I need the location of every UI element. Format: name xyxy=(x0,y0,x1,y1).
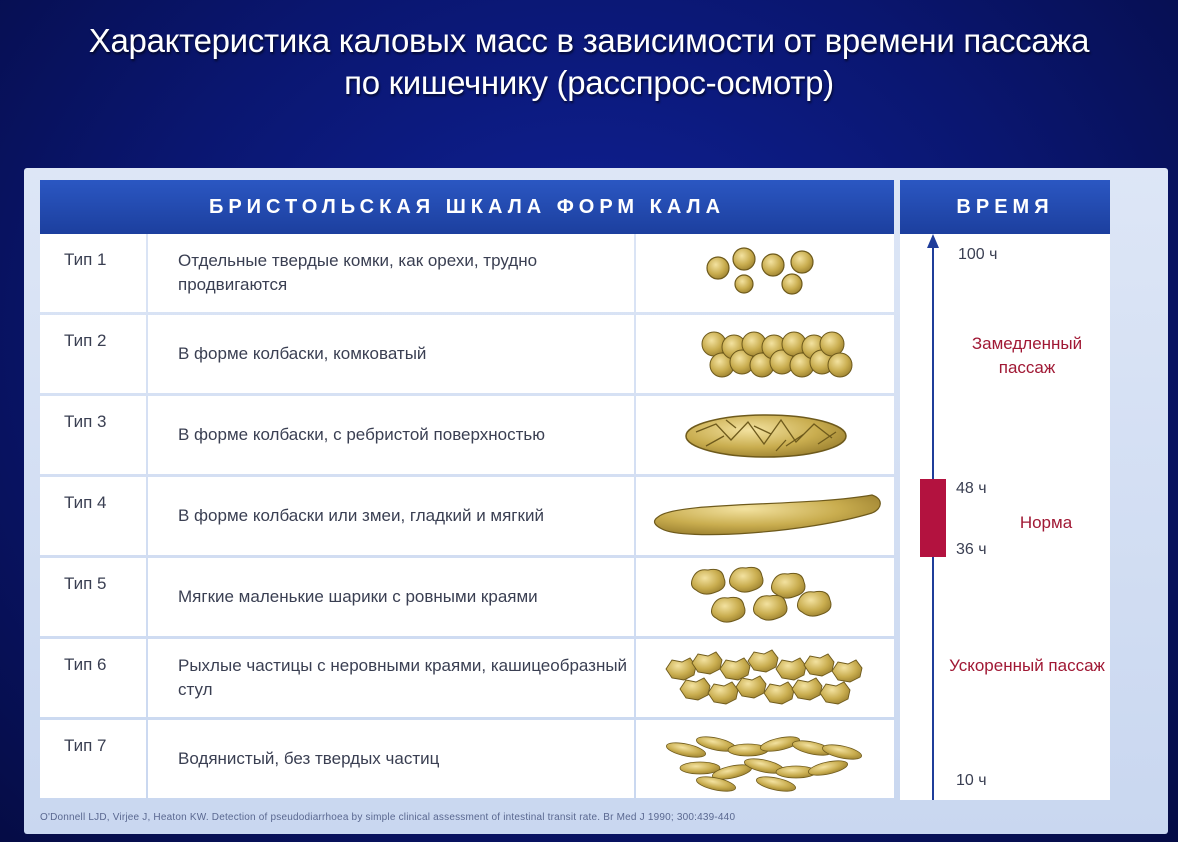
stool-illustration xyxy=(636,639,894,717)
lump xyxy=(791,251,813,273)
norm-bar xyxy=(920,479,946,557)
type-description-text: В форме колбаски, с ребристой поверхностью xyxy=(178,425,545,444)
stool-illustration xyxy=(636,315,894,393)
time-axis-arrow-icon xyxy=(927,234,939,248)
type-label: Тип 4 xyxy=(40,477,146,555)
table-row xyxy=(40,639,894,719)
snake xyxy=(655,495,881,535)
type-label: Тип 3 xyxy=(40,396,146,474)
piece xyxy=(792,678,822,700)
separate-lumps-icon xyxy=(636,234,894,312)
type-description-text: В форме колбаски или змеи, гладкий и мягкий xyxy=(178,506,544,525)
type-label: Тип 2 xyxy=(40,315,146,393)
type-label: Тип 1 xyxy=(40,234,146,312)
type-description-text: Рыхлые частицы с неровными краями, кашицеобразный стул xyxy=(178,656,628,699)
stool-illustration xyxy=(636,477,894,555)
time-label-100: 100 ч xyxy=(958,246,998,263)
table-row xyxy=(40,396,894,476)
fragment xyxy=(680,762,720,774)
blob xyxy=(754,595,788,620)
type-description xyxy=(148,396,634,474)
lump xyxy=(820,332,844,356)
type-description-text: В форме колбаски, комковатый xyxy=(178,344,427,363)
piece xyxy=(736,676,766,698)
piece xyxy=(820,682,850,704)
blob xyxy=(730,567,764,592)
type-description xyxy=(148,639,634,717)
stool-illustration xyxy=(636,720,894,798)
table-row xyxy=(40,558,894,638)
lump xyxy=(782,274,802,294)
slide-title xyxy=(0,20,1178,104)
fragment xyxy=(821,742,863,762)
piece xyxy=(748,650,778,672)
type-label: Тип 6 xyxy=(40,639,146,717)
type-label: Тип 7 xyxy=(40,720,146,798)
blob xyxy=(692,569,726,594)
piece xyxy=(708,682,738,704)
piece xyxy=(764,682,794,704)
table-row xyxy=(40,315,894,395)
type-description-text: Мягкие маленькие шарики с ровными краями xyxy=(178,587,538,606)
time-label-48: 48 ч xyxy=(956,480,987,497)
piece xyxy=(666,658,696,680)
zone-norm: Норма xyxy=(1019,513,1073,532)
lumpy-sausage-icon xyxy=(636,315,894,393)
time-label-10: 10 ч xyxy=(956,772,987,789)
cracked-sausage-icon xyxy=(636,396,894,474)
piece xyxy=(804,654,834,676)
piece xyxy=(720,658,750,680)
lump xyxy=(762,254,784,276)
time-column xyxy=(900,234,1110,800)
lump xyxy=(733,248,755,270)
lump xyxy=(735,275,753,293)
title-line-2: по кишечнику (расспрос-осмотр) xyxy=(344,64,834,101)
blob xyxy=(772,573,806,598)
time-header: ВРЕМЯ xyxy=(900,180,1110,234)
type-description xyxy=(148,234,634,312)
stool-illustration xyxy=(636,396,894,474)
table-row xyxy=(40,234,894,314)
mushy-pieces-icon xyxy=(636,639,894,717)
smooth-snake-icon xyxy=(636,477,894,555)
piece xyxy=(680,678,710,700)
blob xyxy=(798,591,832,616)
type-description xyxy=(148,477,634,555)
soft-blobs-icon xyxy=(636,558,894,636)
lump xyxy=(828,353,852,377)
lump xyxy=(707,257,729,279)
sausage xyxy=(686,415,846,457)
table-row xyxy=(40,477,894,557)
zone-slow: Замедленный пассаж xyxy=(971,334,1083,377)
type-description-text: Отдельные твердые комки, как орехи, трудно продвигаются xyxy=(178,251,538,294)
type-description xyxy=(148,558,634,636)
stool-illustration xyxy=(636,234,894,312)
stool-illustration xyxy=(636,558,894,636)
type-description xyxy=(148,315,634,393)
piece xyxy=(776,658,806,680)
type-label: Тип 5 xyxy=(40,558,146,636)
table-row xyxy=(40,720,894,800)
watery-icon xyxy=(636,720,894,798)
piece xyxy=(832,660,862,682)
type-description xyxy=(148,720,634,798)
blob xyxy=(712,597,746,622)
type-description-text: Водянистый, без твердых частиц xyxy=(178,749,440,768)
time-label-36: 36 ч xyxy=(956,541,987,558)
fragment xyxy=(807,758,849,778)
scale-header: БРИСТОЛЬСКАЯ ШКАЛА ФОРМ КАЛА xyxy=(40,180,894,234)
piece xyxy=(692,652,722,674)
citation: O'Donnell LJD, Virjee J, Heaton KW. Detection of pseudodiarrhoea by simple clinical assessment of intestinal transit rate. Br Med J 1990; 300:439-440 xyxy=(40,812,736,823)
zone-fast: Ускоренный пассаж xyxy=(949,656,1105,675)
title-line-1: Характеристика каловых масс в зависимости от времени пассажа xyxy=(88,22,1090,59)
